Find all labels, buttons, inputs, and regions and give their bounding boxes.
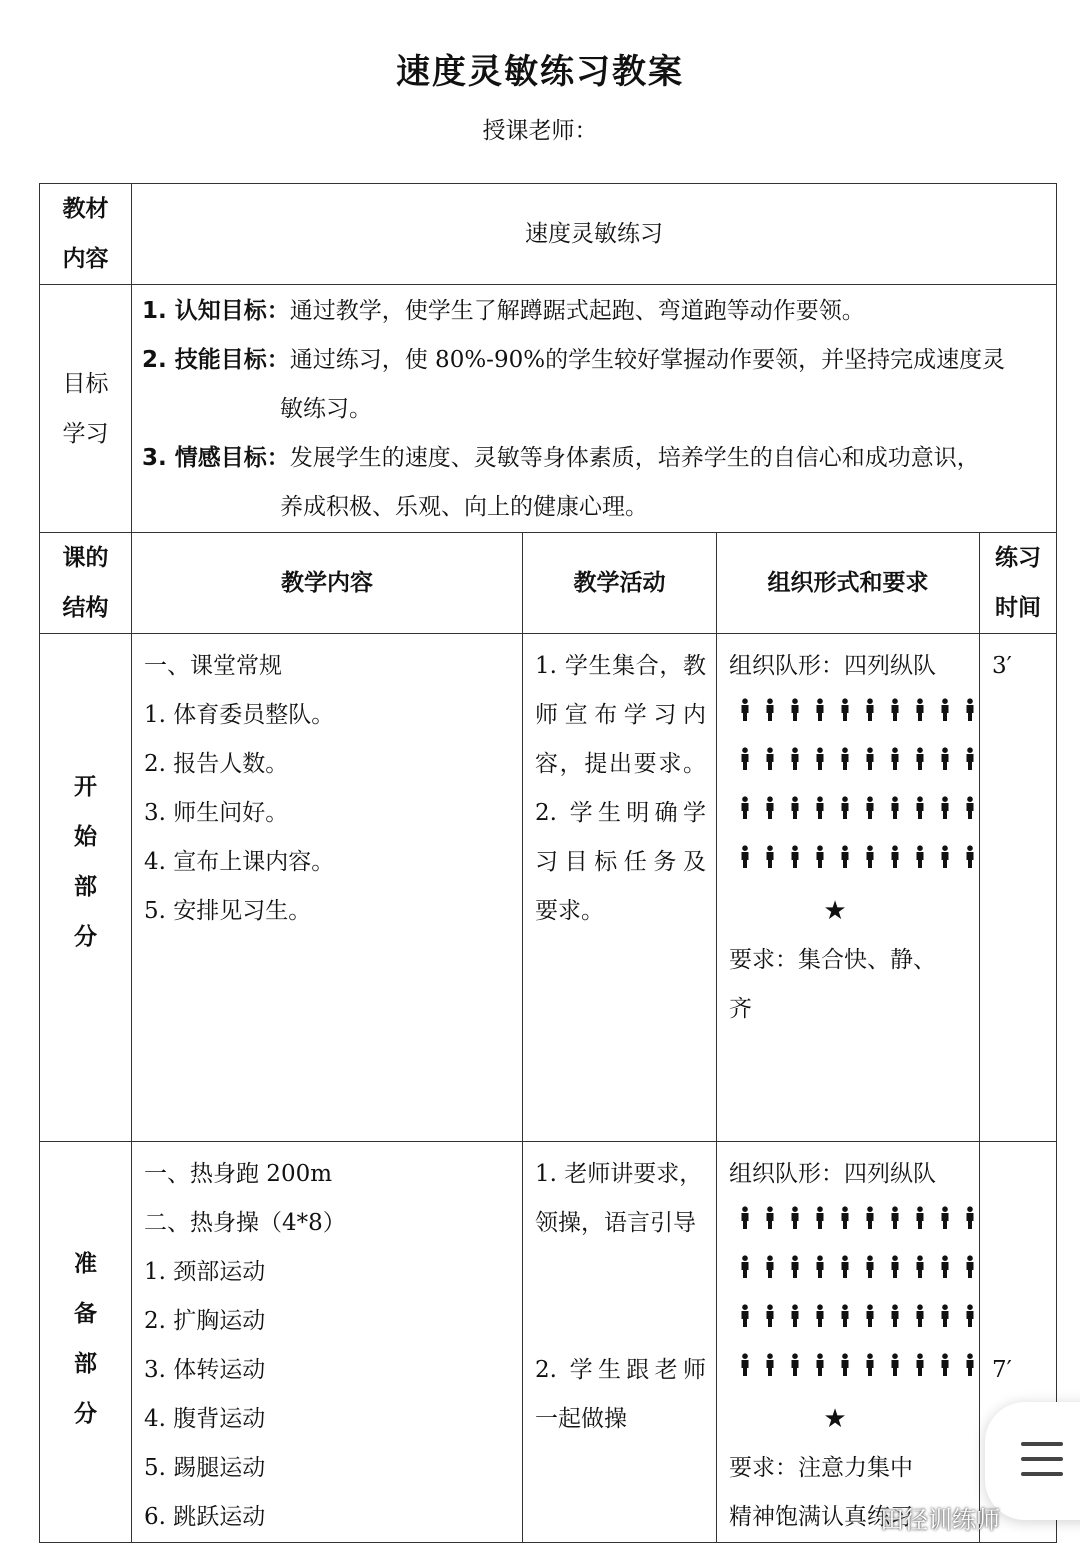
formation-diagram <box>729 1199 971 1395</box>
menu-icon <box>1021 1442 1063 1487</box>
section-prep-name-cell <box>40 1142 132 1543</box>
student-figure-icon <box>735 838 755 887</box>
student-figure-icon <box>785 740 805 789</box>
formation-row <box>729 1199 971 1248</box>
page-title: 速度灵敏练习教案 <box>396 52 684 92</box>
time-value: 3′ <box>992 653 1012 679</box>
student-figure-icon <box>735 691 755 740</box>
student-figure-icon <box>910 1346 930 1395</box>
content-line: 2. 扩胸运动 <box>144 1308 266 1334</box>
student-figure-icon <box>885 691 905 740</box>
section-prep-content <box>132 1142 523 1543</box>
goals-label-cell <box>40 285 132 533</box>
student-figure-icon <box>835 789 855 838</box>
section-prep-row <box>40 1142 1057 1543</box>
student-figure-icon <box>960 1199 980 1248</box>
formation-label: 组织队形：四列纵队 <box>729 653 936 679</box>
student-figure-icon <box>860 1297 880 1346</box>
student-figure-icon <box>835 838 855 887</box>
goal-cognitive <box>142 287 1046 336</box>
student-figure-icon <box>935 1199 955 1248</box>
formation-row <box>729 838 971 887</box>
student-figure-icon <box>735 789 755 838</box>
header-time: 练习时间 <box>995 545 1041 621</box>
student-figure-icon <box>960 1346 980 1395</box>
teacher-star-icon: ★ <box>823 1404 847 1434</box>
section-start-organization <box>717 634 980 1142</box>
content-line: 1. 颈部运动 <box>144 1259 266 1285</box>
student-figure-icon <box>785 789 805 838</box>
section-prep-organization <box>717 1142 980 1543</box>
student-figure-icon <box>810 1346 830 1395</box>
activity-line: 习目标任务及 <box>535 849 706 875</box>
activity-line: 2. 学生跟老师 <box>535 1357 706 1383</box>
student-figure-icon <box>860 838 880 887</box>
student-figure-icon <box>835 1199 855 1248</box>
student-figure-icon <box>910 838 930 887</box>
student-figure-icon <box>785 1199 805 1248</box>
material-content-cell <box>132 184 1057 285</box>
section-start-name-cell <box>40 634 132 1142</box>
goal-cognitive-text: 通过教学，使学生了解蹲踞式起跑、弯道跑等动作要领。 <box>289 298 865 324</box>
activity-line: 要求。 <box>535 898 604 924</box>
activity-line: 师宣布学习内 <box>535 702 706 728</box>
content-line: 3. 师生问好。 <box>144 800 289 826</box>
content-line: 4. 腹背运动 <box>144 1406 266 1432</box>
student-figure-icon <box>835 1346 855 1395</box>
goals-content-cell <box>132 285 1057 533</box>
student-figure-icon <box>835 740 855 789</box>
requirement-line: 精神饱满认真练习 <box>729 1504 913 1530</box>
content-line: 5. 安排见习生。 <box>144 898 312 924</box>
student-figure-icon <box>785 691 805 740</box>
content-line: 6. 跳跃运动 <box>144 1504 266 1530</box>
student-figure-icon <box>960 838 980 887</box>
student-figure-icon <box>885 1199 905 1248</box>
student-figure-icon <box>735 1346 755 1395</box>
student-figure-icon <box>760 1346 780 1395</box>
goal-skill <box>142 336 1046 385</box>
formation-row <box>729 1248 971 1297</box>
student-figure-icon <box>760 789 780 838</box>
student-figure-icon <box>885 740 905 789</box>
material-label: 教材内容 <box>62 196 109 272</box>
student-figure-icon <box>785 838 805 887</box>
student-figure-icon <box>785 1346 805 1395</box>
teacher-label: 授课老师： <box>482 118 598 144</box>
student-figure-icon <box>760 740 780 789</box>
formation-label: 组织队形：四列纵队 <box>729 1161 936 1187</box>
student-figure-icon <box>785 1297 805 1346</box>
student-figure-icon <box>835 691 855 740</box>
header-organization: 组织形式和要求 <box>717 533 980 634</box>
student-figure-icon <box>935 1248 955 1297</box>
section-prep-activity <box>523 1142 717 1543</box>
activity-spacer <box>535 1248 706 1297</box>
teacher-star-icon: ★ <box>823 896 847 926</box>
student-figure-icon <box>735 740 755 789</box>
formation-row <box>729 789 971 838</box>
section-start-time <box>980 634 1057 1142</box>
student-figure-icon <box>760 1248 780 1297</box>
student-figure-icon <box>860 691 880 740</box>
section-start-activity <box>523 634 717 1142</box>
header-structure-cell <box>40 533 132 634</box>
student-figure-icon <box>735 1199 755 1248</box>
student-figure-icon <box>735 1248 755 1297</box>
student-figure-icon <box>885 1297 905 1346</box>
activity-line: 2. 学生明确学 <box>535 800 706 826</box>
goal-emotion-text-cont: 养成积极、乐观、向上的健康心理。 <box>280 494 648 520</box>
student-figure-icon <box>960 740 980 789</box>
student-figure-icon <box>960 1248 980 1297</box>
goal-emotion-text: 发展学生的速度、灵敏等身体素质，培养学生的自信心和成功意识， <box>289 445 980 471</box>
student-figure-icon <box>760 838 780 887</box>
section-start-name: 开始部分 <box>74 773 97 950</box>
student-figure-icon <box>860 740 880 789</box>
watermark: 田径训练师 <box>880 1506 1000 1534</box>
formation-row <box>729 740 971 789</box>
student-figure-icon <box>810 740 830 789</box>
content-line: 3. 体转运动 <box>144 1357 266 1383</box>
student-figure-icon <box>910 1297 930 1346</box>
student-figure-icon <box>885 1248 905 1297</box>
section-start-row <box>40 634 1057 1142</box>
header-structure: 课的结构 <box>62 545 109 621</box>
material-label-cell <box>40 184 132 285</box>
activity-line: 容，提出要求。 <box>535 751 706 777</box>
requirement-line: 齐 <box>729 996 752 1022</box>
header-activity: 教学活动 <box>523 533 717 634</box>
student-figure-icon <box>810 1297 830 1346</box>
goal-skill-text: 通过练习，使 80%-90%的学生较好掌握动作要领，并坚持完成速度灵 <box>289 347 1006 373</box>
material-content: 速度灵敏练习 <box>525 220 663 247</box>
header-content: 教学内容 <box>132 533 523 634</box>
student-figure-icon <box>935 789 955 838</box>
goal-emotion <box>142 434 1046 483</box>
student-figure-icon <box>760 691 780 740</box>
activity-line: 领操，语言引导 <box>535 1210 696 1236</box>
header-row <box>40 533 1057 634</box>
student-figure-icon <box>935 1346 955 1395</box>
content-line: 一、热身跑 200m <box>144 1161 333 1187</box>
student-figure-icon <box>810 838 830 887</box>
student-figure-icon <box>910 789 930 838</box>
section-start-content <box>132 634 523 1142</box>
requirement-line: 要求：注意力集中 <box>729 1455 913 1481</box>
student-figure-icon <box>810 691 830 740</box>
student-figure-icon <box>760 1297 780 1346</box>
material-row <box>40 184 1057 285</box>
section-prep-name: 准备部分 <box>74 1251 97 1427</box>
student-figure-icon <box>910 1199 930 1248</box>
goal-cognitive-label: 1. 认知目标： <box>142 298 290 324</box>
goal-emotion-label: 3. 情感目标： <box>142 445 290 471</box>
student-figure-icon <box>910 740 930 789</box>
student-figure-icon <box>910 1248 930 1297</box>
goal-skill-label: 2. 技能目标： <box>142 347 290 373</box>
time-value: 7′ <box>992 1357 1012 1383</box>
student-figure-icon <box>960 1297 980 1346</box>
formation-row <box>729 691 971 740</box>
header-time-cell <box>980 533 1057 634</box>
student-figure-icon <box>860 1248 880 1297</box>
student-figure-icon <box>735 1297 755 1346</box>
content-line: 一、课堂常规 <box>144 653 282 679</box>
activity-line: 1. 学生集合，教 <box>535 653 706 679</box>
student-figure-icon <box>960 691 980 740</box>
student-figure-icon <box>935 691 955 740</box>
student-figure-icon <box>935 1297 955 1346</box>
student-figure-icon <box>885 789 905 838</box>
content-line: 5. 踢腿运动 <box>144 1455 266 1481</box>
student-figure-icon <box>885 1346 905 1395</box>
student-figure-icon <box>835 1248 855 1297</box>
goals-row <box>40 285 1057 533</box>
requirement-line: 要求：集合快、静、 <box>729 947 936 973</box>
formation-row <box>729 1346 971 1395</box>
student-figure-icon <box>760 1199 780 1248</box>
student-figure-icon <box>835 1297 855 1346</box>
student-figure-icon <box>910 691 930 740</box>
formation-diagram <box>729 691 971 887</box>
lesson-plan-table <box>39 183 1057 1543</box>
student-figure-icon <box>810 1199 830 1248</box>
student-figure-icon <box>810 789 830 838</box>
student-figure-icon <box>960 789 980 838</box>
formation-row <box>729 1297 971 1346</box>
student-figure-icon <box>935 740 955 789</box>
goal-skill-text-cont: 敏练习。 <box>280 396 372 422</box>
student-figure-icon <box>885 838 905 887</box>
content-line: 二、热身操（4*8） <box>144 1210 346 1236</box>
student-figure-icon <box>860 1346 880 1395</box>
student-figure-icon <box>785 1248 805 1297</box>
student-figure-icon <box>860 789 880 838</box>
student-figure-icon <box>810 1248 830 1297</box>
content-line: 2. 报告人数。 <box>144 751 289 777</box>
activity-line: 一起做操 <box>535 1406 627 1432</box>
activity-spacer <box>535 1297 706 1346</box>
activity-line: 1. 老师讲要求， <box>535 1161 703 1187</box>
student-figure-icon <box>860 1199 880 1248</box>
content-line: 1. 体育委员整队。 <box>144 702 335 728</box>
goals-label: 目标学习 <box>62 370 109 447</box>
student-figure-icon <box>935 838 955 887</box>
content-line: 4. 宣布上课内容。 <box>144 849 335 875</box>
